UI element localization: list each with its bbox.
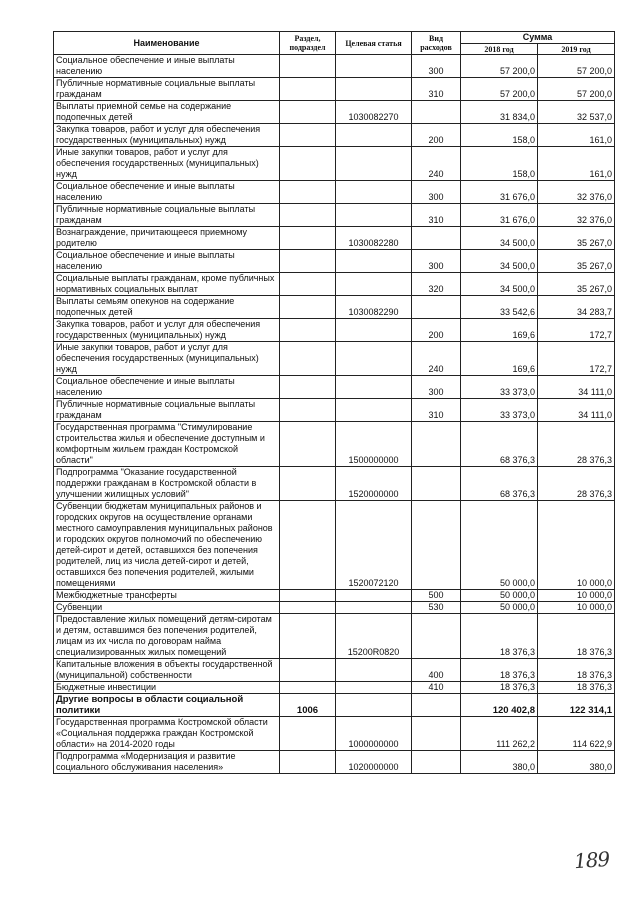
row-name-cell: Вознаграждение, причитающееся приемному родителю	[54, 227, 280, 250]
row-sum-2018-cell: 120 402,8	[461, 694, 538, 717]
row-vid-cell	[412, 717, 461, 751]
row-vid-cell: 300	[412, 250, 461, 273]
row-name-cell: Предоставление жилых помещений детям-сиротам и детям, оставшимся без попечения родителей, лицам из их числа по договорам найма специализированных жилых помещений	[54, 614, 280, 659]
row-sum-2018-cell: 68 376,3	[461, 422, 538, 467]
table-row	[54, 682, 615, 694]
row-name-cell: Социальное обеспечение и иные выплаты населению	[54, 376, 280, 399]
row-target-cell	[336, 602, 412, 614]
row-vid-cell: 410	[412, 682, 461, 694]
row-sum-2018-cell: 50 000,0	[461, 602, 538, 614]
row-target-cell	[336, 181, 412, 204]
row-sum-2018-cell: 68 376,3	[461, 467, 538, 501]
row-section-cell	[280, 399, 336, 422]
row-target-cell: 1000000000	[336, 717, 412, 751]
row-sum-2019-cell: 34 111,0	[538, 399, 615, 422]
row-sum-2019-cell: 32 376,0	[538, 181, 615, 204]
row-vid-cell: 240	[412, 342, 461, 376]
row-sum-2019-cell: 34 283,7	[538, 296, 615, 319]
budget-table	[53, 31, 615, 774]
row-section-cell	[280, 55, 336, 78]
row-vid-cell: 310	[412, 204, 461, 227]
table-row	[54, 296, 615, 319]
table-row	[54, 590, 615, 602]
row-sum-2019-cell: 18 376,3	[538, 614, 615, 659]
row-sum-2019-cell: 122 314,1	[538, 694, 615, 717]
row-section-cell	[280, 602, 336, 614]
row-sum-2018-cell: 33 542,6	[461, 296, 538, 319]
table-row	[54, 614, 615, 659]
row-target-cell	[336, 319, 412, 342]
row-target-cell	[336, 78, 412, 101]
row-sum-2018-cell: 158,0	[461, 124, 538, 147]
row-section-cell	[280, 376, 336, 399]
row-target-cell	[336, 590, 412, 602]
row-sum-2018-cell: 34 500,0	[461, 273, 538, 296]
row-target-cell: 15200R0820	[336, 614, 412, 659]
row-name-cell: Государственная программа Костромской области «Социальная поддержка граждан Костромской области» на 2014-2020 годы	[54, 717, 280, 751]
table-row	[54, 101, 615, 124]
row-sum-2018-cell: 34 500,0	[461, 250, 538, 273]
table-row	[54, 78, 615, 101]
row-name-cell: Подпрограмма "Оказание государственной поддержки гражданам в Костромской области в улучшении жилищных условий"	[54, 467, 280, 501]
table-row	[54, 181, 615, 204]
table-row	[54, 250, 615, 273]
row-name-cell: Закупка товаров, работ и услуг для обеспечения государственных (муниципальных) нужд	[54, 319, 280, 342]
row-vid-cell: 300	[412, 55, 461, 78]
row-sum-2019-cell: 172,7	[538, 342, 615, 376]
row-vid-cell	[412, 614, 461, 659]
row-section-cell	[280, 682, 336, 694]
table-row	[54, 501, 615, 590]
table-row	[54, 273, 615, 296]
row-section-cell	[280, 296, 336, 319]
row-sum-2019-cell: 172,7	[538, 319, 615, 342]
row-sum-2019-cell: 35 267,0	[538, 273, 615, 296]
row-target-cell: 1520072120	[336, 501, 412, 590]
header-year-2018: 2018 год	[461, 44, 538, 55]
row-vid-cell	[412, 227, 461, 250]
row-vid-cell: 320	[412, 273, 461, 296]
table-row	[54, 422, 615, 467]
table-row	[54, 342, 615, 376]
row-vid-cell: 300	[412, 181, 461, 204]
row-target-cell	[336, 147, 412, 181]
row-name-cell: Социальное обеспечение и иные выплаты населению	[54, 55, 280, 78]
row-sum-2018-cell: 34 500,0	[461, 227, 538, 250]
row-section-cell	[280, 342, 336, 376]
row-sum-2018-cell: 31 834,0	[461, 101, 538, 124]
row-vid-cell	[412, 296, 461, 319]
row-vid-cell	[412, 467, 461, 501]
row-name-cell: Субвенции бюджетам муниципальных районов и городских округов на осуществление органами местного самоуправления муниципальных районов и городских округов полномочий по обеспечению детей-сирот и детей, оставшихся без попечения родителей, лиц из числа детей-сирот и детей, оставшихся без попечения родителей, жилыми помещениями	[54, 501, 280, 590]
table-row	[54, 602, 615, 614]
row-name-cell: Капитальные вложения в объекты государственной (муниципальной) собственности	[54, 659, 280, 682]
row-section-cell	[280, 590, 336, 602]
row-sum-2018-cell: 18 376,3	[461, 659, 538, 682]
row-section-cell	[280, 124, 336, 147]
row-sum-2019-cell: 32 376,0	[538, 204, 615, 227]
row-name-cell: Публичные нормативные социальные выплаты гражданам	[54, 78, 280, 101]
row-name-cell: Закупка товаров, работ и услуг для обеспечения государственных (муниципальных) нужд	[54, 124, 280, 147]
row-sum-2018-cell: 50 000,0	[461, 590, 538, 602]
row-sum-2018-cell: 57 200,0	[461, 55, 538, 78]
row-target-cell	[336, 250, 412, 273]
row-vid-cell: 530	[412, 602, 461, 614]
row-sum-2018-cell: 158,0	[461, 147, 538, 181]
table-row	[54, 694, 615, 717]
row-section-cell	[280, 614, 336, 659]
row-section-cell	[280, 250, 336, 273]
row-target-cell: 1030082270	[336, 101, 412, 124]
row-sum-2019-cell: 35 267,0	[538, 250, 615, 273]
row-sum-2018-cell: 18 376,3	[461, 614, 538, 659]
row-sum-2018-cell: 31 676,0	[461, 181, 538, 204]
row-target-cell: 1500000000	[336, 422, 412, 467]
row-sum-2019-cell: 28 376,3	[538, 467, 615, 501]
row-target-cell: 1520000000	[336, 467, 412, 501]
row-section-cell	[280, 659, 336, 682]
row-name-cell: Выплаты семьям опекунов на содержание подопечных детей	[54, 296, 280, 319]
row-sum-2019-cell: 18 376,3	[538, 682, 615, 694]
row-sum-2019-cell: 10 000,0	[538, 602, 615, 614]
row-name-cell: Межбюджетные трансферты	[54, 590, 280, 602]
row-name-cell: Социальное обеспечение и иные выплаты населению	[54, 250, 280, 273]
row-vid-cell: 300	[412, 376, 461, 399]
row-vid-cell: 240	[412, 147, 461, 181]
row-sum-2019-cell: 10 000,0	[538, 590, 615, 602]
row-vid-cell	[412, 694, 461, 717]
row-target-cell	[336, 376, 412, 399]
row-target-cell	[336, 682, 412, 694]
row-target-cell	[336, 55, 412, 78]
row-name-cell: Субвенции	[54, 602, 280, 614]
table-row	[54, 319, 615, 342]
row-sum-2018-cell: 31 676,0	[461, 204, 538, 227]
row-name-cell: Бюджетные инвестиции	[54, 682, 280, 694]
table-row	[54, 124, 615, 147]
table-row	[54, 717, 615, 751]
table-row	[54, 659, 615, 682]
row-target-cell	[336, 273, 412, 296]
row-name-cell: Иные закупки товаров, работ и услуг для обеспечения государственных (муниципальных) нужд	[54, 342, 280, 376]
row-vid-cell	[412, 501, 461, 590]
row-name-cell: Выплаты приемной семье на содержание подопечных детей	[54, 101, 280, 124]
table-row	[54, 147, 615, 181]
row-sum-2018-cell: 33 373,0	[461, 399, 538, 422]
row-vid-cell: 500	[412, 590, 461, 602]
table-row	[54, 399, 615, 422]
row-section-cell	[280, 501, 336, 590]
header-name: Наименование	[54, 32, 280, 55]
row-target-cell	[336, 204, 412, 227]
row-sum-2018-cell: 57 200,0	[461, 78, 538, 101]
row-section-cell	[280, 181, 336, 204]
row-sum-2019-cell: 32 537,0	[538, 101, 615, 124]
row-target-cell	[336, 694, 412, 717]
row-section-cell	[280, 467, 336, 501]
table-row	[54, 467, 615, 501]
table-row	[54, 227, 615, 250]
header-year-2019: 2019 год	[538, 44, 615, 55]
row-name-cell: Другие вопросы в области социальной политики	[54, 694, 280, 717]
row-sum-2019-cell: 57 200,0	[538, 55, 615, 78]
row-sum-2019-cell: 380,0	[538, 751, 615, 774]
row-target-cell	[336, 659, 412, 682]
row-vid-cell: 200	[412, 124, 461, 147]
row-name-cell: Публичные нормативные социальные выплаты гражданам	[54, 399, 280, 422]
row-sum-2018-cell: 380,0	[461, 751, 538, 774]
row-sum-2019-cell: 161,0	[538, 124, 615, 147]
row-sum-2019-cell: 34 111,0	[538, 376, 615, 399]
row-section-cell	[280, 319, 336, 342]
table-row	[54, 204, 615, 227]
row-section-cell	[280, 751, 336, 774]
row-section-cell	[280, 147, 336, 181]
row-sum-2018-cell: 111 262,2	[461, 717, 538, 751]
row-section-cell	[280, 101, 336, 124]
row-vid-cell: 200	[412, 319, 461, 342]
table-row	[54, 751, 615, 774]
row-target-cell: 1020000000	[336, 751, 412, 774]
row-section-cell	[280, 204, 336, 227]
row-sum-2018-cell: 33 373,0	[461, 376, 538, 399]
row-sum-2018-cell: 169,6	[461, 319, 538, 342]
row-target-cell	[336, 399, 412, 422]
row-section-cell	[280, 227, 336, 250]
row-vid-cell: 400	[412, 659, 461, 682]
row-sum-2019-cell: 10 000,0	[538, 501, 615, 590]
table-row	[54, 55, 615, 78]
row-sum-2019-cell: 57 200,0	[538, 78, 615, 101]
row-sum-2019-cell: 18 376,3	[538, 659, 615, 682]
row-vid-cell	[412, 422, 461, 467]
row-vid-cell	[412, 101, 461, 124]
row-section-cell	[280, 422, 336, 467]
row-name-cell: Подпрограмма «Модернизация и развитие социального обслуживания населения»	[54, 751, 280, 774]
row-sum-2019-cell: 28 376,3	[538, 422, 615, 467]
row-vid-cell	[412, 751, 461, 774]
row-name-cell: Государственная программа "Стимулирование строительства жилья и обеспечение доступным и комфортным жильем граждан Костромской области"	[54, 422, 280, 467]
table-body	[54, 55, 615, 774]
handwritten-page-number: 189	[573, 846, 610, 874]
row-sum-2019-cell: 35 267,0	[538, 227, 615, 250]
row-sum-2019-cell: 114 622,9	[538, 717, 615, 751]
row-section-cell	[280, 273, 336, 296]
row-section-cell	[280, 717, 336, 751]
row-target-cell	[336, 342, 412, 376]
row-name-cell: Иные закупки товаров, работ и услуг для обеспечения государственных (муниципальных) нужд	[54, 147, 280, 181]
row-vid-cell: 310	[412, 78, 461, 101]
row-name-cell: Социальное обеспечение и иные выплаты населению	[54, 181, 280, 204]
row-name-cell: Социальные выплаты гражданам, кроме публичных нормативных социальных выплат	[54, 273, 280, 296]
header-vid: Вид расходов	[412, 32, 461, 55]
header-sum: Сумма	[461, 32, 615, 44]
row-sum-2018-cell: 169,6	[461, 342, 538, 376]
row-sum-2018-cell: 18 376,3	[461, 682, 538, 694]
header-target: Целевая статья	[336, 32, 412, 55]
budget-table-page	[53, 31, 614, 774]
row-section-cell: 1006	[280, 694, 336, 717]
row-target-cell	[336, 124, 412, 147]
row-name-cell: Публичные нормативные социальные выплаты гражданам	[54, 204, 280, 227]
row-sum-2019-cell: 161,0	[538, 147, 615, 181]
row-target-cell: 1030082290	[336, 296, 412, 319]
row-vid-cell: 310	[412, 399, 461, 422]
row-target-cell: 1030082280	[336, 227, 412, 250]
row-section-cell	[280, 78, 336, 101]
row-sum-2018-cell: 50 000,0	[461, 501, 538, 590]
table-row	[54, 376, 615, 399]
header-section: Раздел, подраздел	[280, 32, 336, 55]
